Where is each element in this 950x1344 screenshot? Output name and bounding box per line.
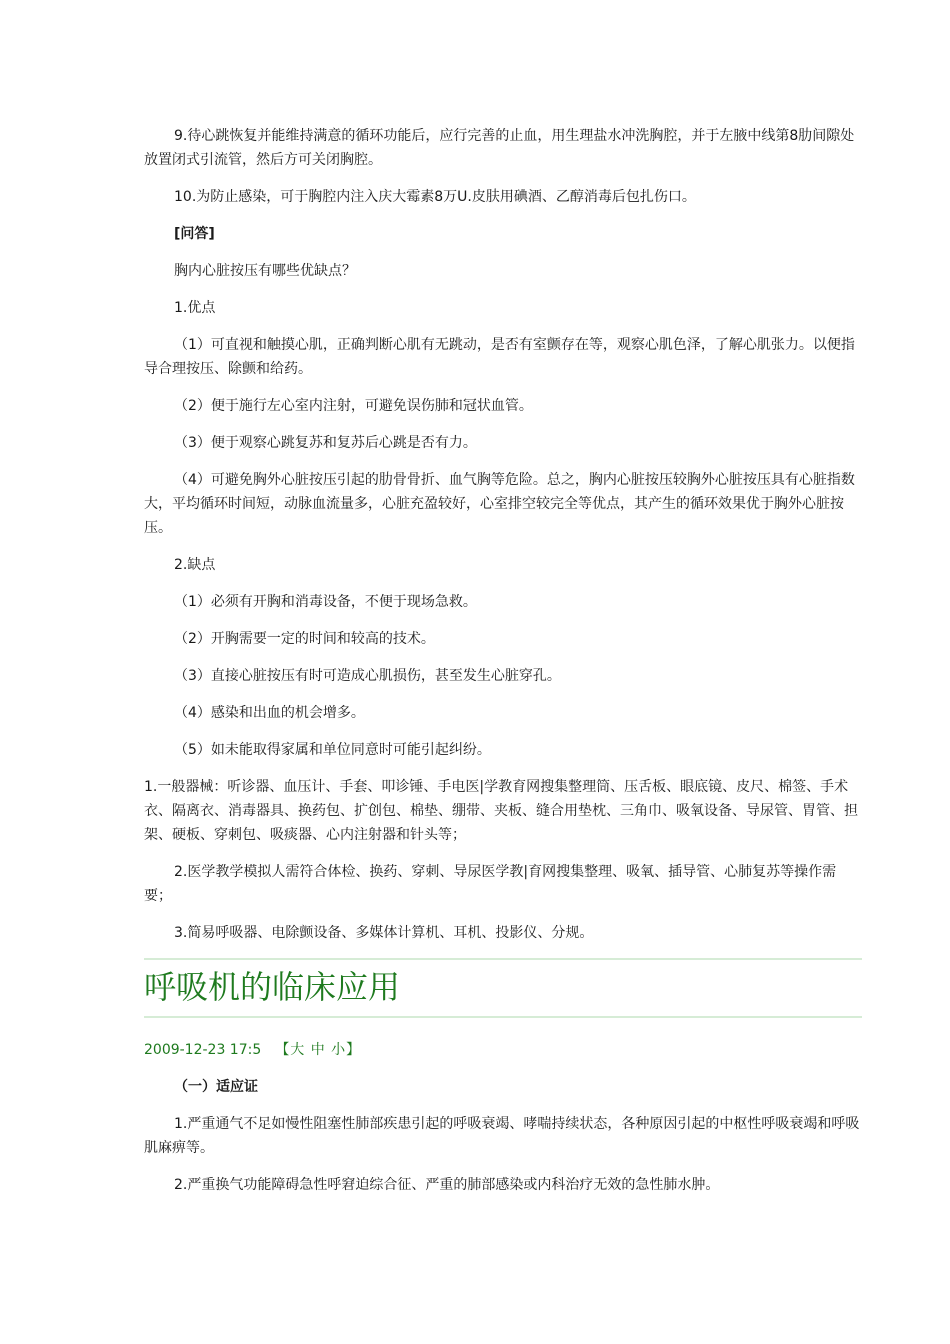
advantage-item: （2）便于施行左心室内注射，可避免误伤肺和冠状血管。 [174,398,533,414]
advantage-item: （3）便于观察心跳复苏和复苏后心跳是否有力。 [174,435,477,451]
advantages-title: 1.优点 [174,300,216,316]
disadvantage-item: （5）如未能取得家属和单位同意时可能引起纠纷。 [174,742,491,758]
advantage-item: （4）可避免胸外心脏按压引起的肋骨骨折、血气胸等危险。总之，胸内心脏按压较胸外心脏按压具有心脏指数大，平均循环时间短，动脉血流量多，心脏充盈较好，心室排空较完全等优点，其产生的循环效果优于胸外心脏按压。 [144,472,855,536]
disadvantages-title: 2.缺点 [174,557,216,573]
disadvantage-item: （2）开胸需要一定的时间和较高的技术。 [174,631,435,647]
qa-question: 胸内心脏按压有哪些优缺点？ [174,263,356,279]
article-date: 2009-12-23 17:5 [144,1042,262,1058]
indication-item: 1.严重通气不足如慢性阻塞性肺部疾患引起的呼吸衰竭、哮喘持续状态，各种原因引起的中枢性呼吸衰竭和呼吸肌麻痹等。 [144,1116,860,1156]
title-divider-bottom [144,1016,862,1018]
document-page [144,124,862,1210]
disadvantage-item: （4）感染和出血的机会增多。 [174,705,365,721]
paragraph-step-10: 10.为防止感染，可于胸腔内注入庆大霉素8万U.皮肤用碘酒、乙醇消毒后包扎伤口。 [174,189,696,205]
equipment-item: 1.一般器械：听诊器、血压计、手套、叩诊锤、手电医|学教育网搜集整理筒、压舌板、眼底镜、皮尺、棉签、手术衣、隔离衣、消毒器具、换药包、扩创包、棉垫、绷带、夹板、缝合用垫枕、三角巾、吸氧设备、导尿管、胃管、担架、硬板、穿刺包、吸痰器、心内注射器和针头等； [144,779,858,843]
article-meta [144,1038,862,1062]
paragraph-step-9: 9.待心跳恢复并能维持满意的循环功能后，应行完善的止血，用生理盐水冲洗胸腔，并于左腋中线第8肋间隙处放置闭式引流管，然后方可关闭胸腔。 [144,128,855,168]
indication-item: 2.严重换气功能障碍急性呼窘迫综合征、严重的肺部感染或内科治疗无效的急性肺水肿。 [174,1177,720,1193]
disadvantage-item: （3）直接心脏按压有时可造成心肌损伤，甚至发生心脏穿孔。 [174,668,561,684]
disadvantage-item: （1）必须有开胸和消毒设备，不便于现场急救。 [174,594,477,610]
section-heading: （一）适应证 [174,1079,258,1095]
font-size-selector[interactable]: 【大 中 小】 [275,1042,362,1058]
equipment-item: 2.医学教学模拟人需符合体检、换药、穿刺、导尿医学教|育网搜集整理、吸氧、插导管、心肺复苏等操作需要； [144,864,837,904]
equipment-item: 3.简易呼吸器、电除颤设备、多媒体计算机、耳机、投影仪、分规。 [174,925,594,941]
title-divider-top [144,958,862,960]
article-title: 呼吸机的临床应用 [144,968,401,1006]
qa-heading: [问答] [174,226,215,242]
advantage-item: （1）可直视和触摸心肌，正确判断心肌有无跳动，是否有室颤存在等，观察心肌色泽，了解心肌张力。以便指导合理按压、除颤和给药。 [144,337,855,377]
